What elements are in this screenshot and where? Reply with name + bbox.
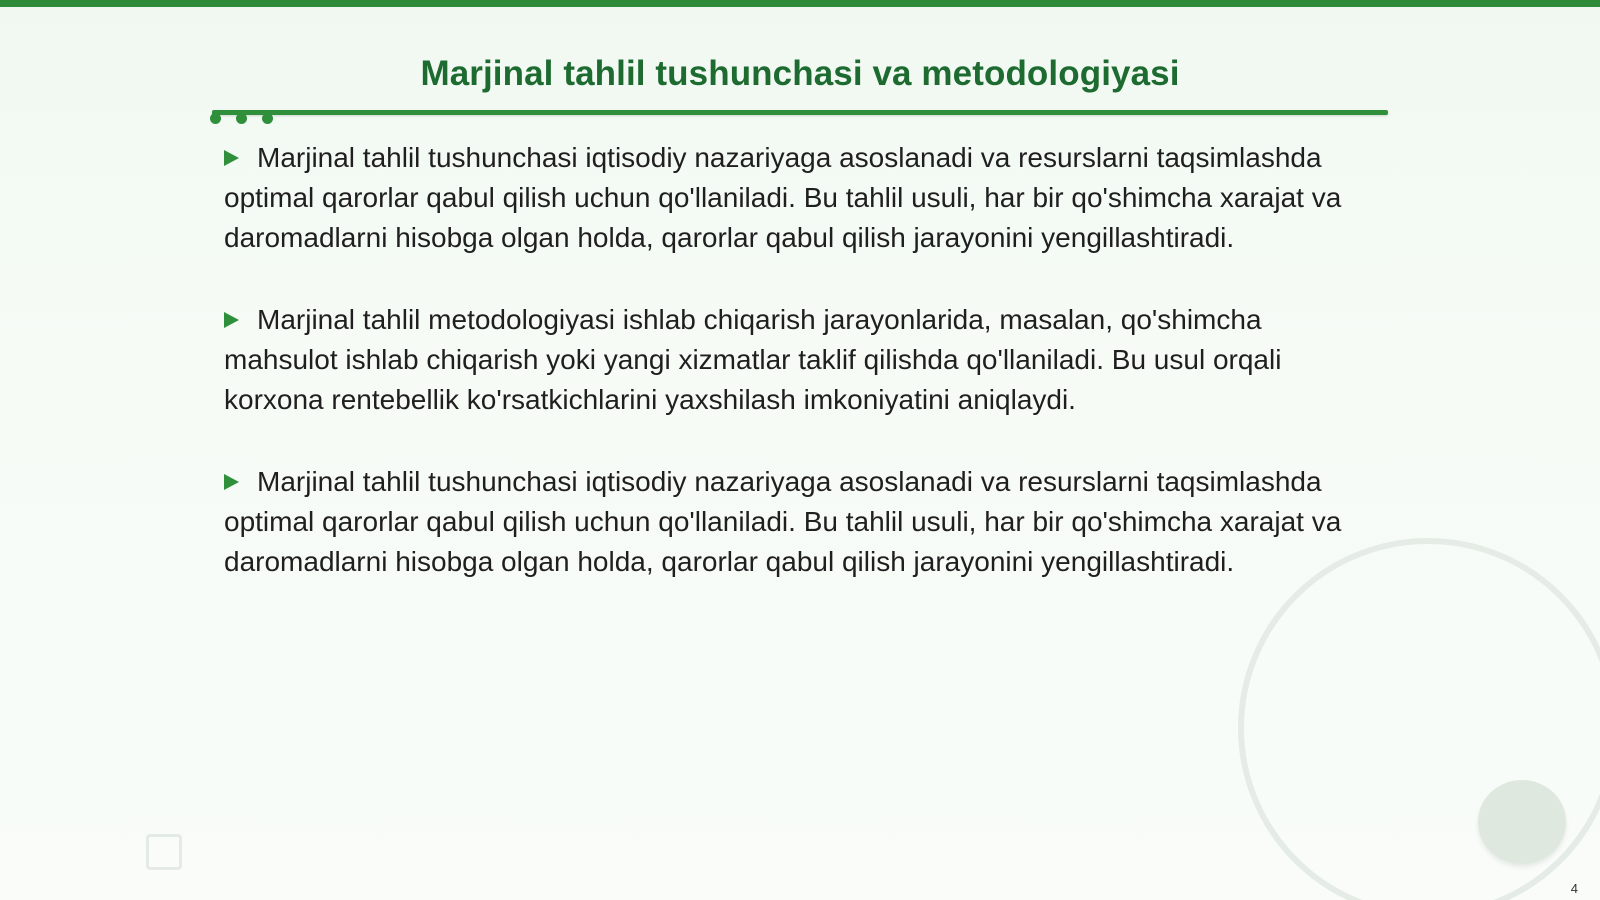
underline-dot xyxy=(210,113,221,124)
decorative-blob xyxy=(1478,780,1566,864)
bullet-list xyxy=(224,138,1374,624)
underline-dot xyxy=(236,113,247,124)
triangle-right-icon xyxy=(224,150,239,166)
triangle-right-icon xyxy=(224,312,239,328)
slide-title: Marjinal tahlil tushunchasi va metodologiyasi xyxy=(420,54,1180,93)
page-number: 4 xyxy=(1570,881,1578,896)
top-accent-bar xyxy=(0,0,1600,7)
underline-dot xyxy=(262,113,273,124)
bullet-text: Marjinal tahlil tushunchasi iqtisodiy nazariyaga asoslanadi va resurslarni taqsimlashda optimal qarorlar qabul qilish uchun qo'llaniladi. Bu tahlil usuli, har bir qo'shimcha xarajat va daromadlarni hisobga olgan holda, qarorlar qabul qilish jarayonini yengillashtiradi. xyxy=(224,142,1342,253)
bullet-text: Marjinal tahlil metodologiyasi ishlab chiqarish jarayonlarida, masalan, qo'shimcha mahsulot ishlab chiqarish yoki yangi xizmatlar taklif qilishda qo'llaniladi. Bu usul orqali korxona rentebellik ko'rsatkichlarini yaxshilash imkoniyatini aniqlaydi. xyxy=(224,304,1282,415)
bullet-item xyxy=(224,462,1374,582)
bullet-item xyxy=(224,300,1374,420)
title-underline xyxy=(212,110,1388,115)
decorative-square xyxy=(146,834,182,870)
triangle-right-icon xyxy=(224,474,239,490)
bullet-text: Marjinal tahlil tushunchasi iqtisodiy nazariyaga asoslanadi va resurslarni taqsimlashda optimal qarorlar qabul qilish uchun qo'llaniladi. Bu tahlil usuli, har bir qo'shimcha xarajat va daromadlarni hisobga olgan holda, qarorlar qabul qilish jarayonini yengillashtiradi. xyxy=(224,466,1342,577)
bullet-item xyxy=(224,138,1374,258)
